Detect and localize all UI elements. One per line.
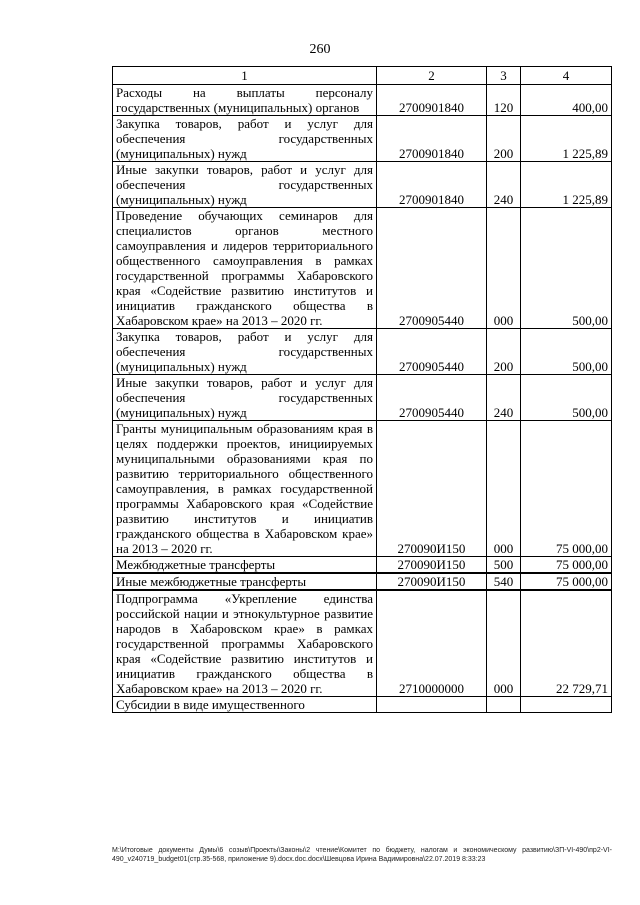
row-amount-cell: 500,00 (521, 208, 612, 329)
row-type-cell: 000 (487, 208, 521, 329)
table-row (113, 85, 612, 116)
row-code-cell: 270090И150 (377, 573, 487, 590)
row-amount-cell: 75 000,00 (521, 421, 612, 557)
row-type-cell: 500 (487, 557, 521, 574)
row-name-cell: Иные закупки товаров, работ и услуг для обеспечения государственных (муниципальных) нужд (113, 162, 377, 208)
row-code-cell: 270090И150 (377, 557, 487, 574)
table-row (113, 116, 612, 162)
row-amount-cell: 400,00 (521, 85, 612, 116)
row-name-cell: Гранты муниципальным образованиям края в целях поддержки проектов, инициируемых муниципальными образованиями края по развитию территориального общественного самоуправления, в рамках государственной программы Хабаровского края «Содействие развитию институтов и инициатив гражданского общества в Хабаровском крае» на 2013 – 2020 гг. (113, 421, 377, 557)
table-row (113, 573, 612, 590)
row-code-cell: 2700905440 (377, 375, 487, 421)
row-code-cell: 2710000000 (377, 590, 487, 697)
row-code-cell: 2700901840 (377, 162, 487, 208)
table-row (113, 590, 612, 697)
table-row (113, 162, 612, 208)
table-row (113, 208, 612, 329)
row-type-cell: 540 (487, 573, 521, 590)
row-code-cell: 2700905440 (377, 329, 487, 375)
row-amount-cell: 75 000,00 (521, 557, 612, 574)
row-amount-cell: 22 729,71 (521, 590, 612, 697)
row-type-cell: 000 (487, 590, 521, 697)
table-row (113, 421, 612, 557)
row-amount-cell: 75 000,00 (521, 573, 612, 590)
row-name-cell: Закупка товаров, работ и услуг для обеспечения государственных (муниципальных) нужд (113, 329, 377, 375)
row-type-cell: 200 (487, 329, 521, 375)
table-header-row (113, 67, 612, 85)
row-amount-cell: 500,00 (521, 329, 612, 375)
row-type-cell: 000 (487, 421, 521, 557)
row-type-cell (487, 697, 521, 713)
row-code-cell: 2700901840 (377, 85, 487, 116)
column-header-1: 1 (113, 67, 377, 85)
table-row (113, 557, 612, 574)
row-code-cell: 270090И150 (377, 421, 487, 557)
row-amount-cell: 1 225,89 (521, 162, 612, 208)
row-type-cell: 120 (487, 85, 521, 116)
row-amount-cell: 500,00 (521, 375, 612, 421)
row-type-cell: 200 (487, 116, 521, 162)
row-type-cell: 240 (487, 375, 521, 421)
row-code-cell: 2700901840 (377, 116, 487, 162)
budget-table-body (113, 67, 612, 713)
table-row (113, 375, 612, 421)
row-name-cell: Иные межбюджетные трансферты (113, 573, 377, 590)
file-path-footer: M:\Итоговые документы Думы\6 созыв\Проекты\Законы\2 чтение\Комитет по бюджету, налогам и экономическому развитию\ЗП-VI-490\пр2-VI-490_v240719_budget01(стр.35-568, приложение 9).docx.doc.docx\Шевцова Ирина Вадимировна\22.07.2019 8:33:23 (112, 847, 612, 863)
column-header-2: 2 (377, 67, 487, 85)
page-number: 260 (309, 42, 331, 57)
row-name-cell: Расходы на выплаты персоналу государственных (муниципальных) органов (113, 85, 377, 116)
row-name-cell: Межбюджетные трансферты (113, 557, 377, 574)
row-code-cell (377, 697, 487, 713)
budget-table (112, 66, 612, 713)
row-name-cell: Закупка товаров, работ и услуг для обеспечения государственных (муниципальных) нужд (113, 116, 377, 162)
row-amount-cell: 1 225,89 (521, 116, 612, 162)
table-row (113, 697, 612, 713)
row-name-cell: Подпрограмма «Укрепление единства российской нации и этнокультурное развитие народов в Хабаровском крае» в рамках государственной программы Хабаровского края «Содействие развитию институтов и инициатив гражданского общества в Хабаровском крае» на 2013 – 2020 гг. (113, 590, 377, 697)
column-header-3: 3 (487, 67, 521, 85)
row-name-cell: Субсидии в виде имущественного (113, 697, 377, 713)
column-header-4: 4 (521, 67, 612, 85)
row-name-cell: Иные закупки товаров, работ и услуг для обеспечения государственных (муниципальных) нужд (113, 375, 377, 421)
row-code-cell: 2700905440 (377, 208, 487, 329)
row-amount-cell (521, 697, 612, 713)
table-row (113, 329, 612, 375)
row-type-cell: 240 (487, 162, 521, 208)
row-name-cell: Проведение обучающих семинаров для специалистов органов местного самоуправления и лидеров территориального общественного самоуправления в рамках государственной программы Хабаровского края «Содействие развитию институтов и инициатив гражданского общества в Хабаровском крае» на 2013 – 2020 гг. (113, 208, 377, 329)
